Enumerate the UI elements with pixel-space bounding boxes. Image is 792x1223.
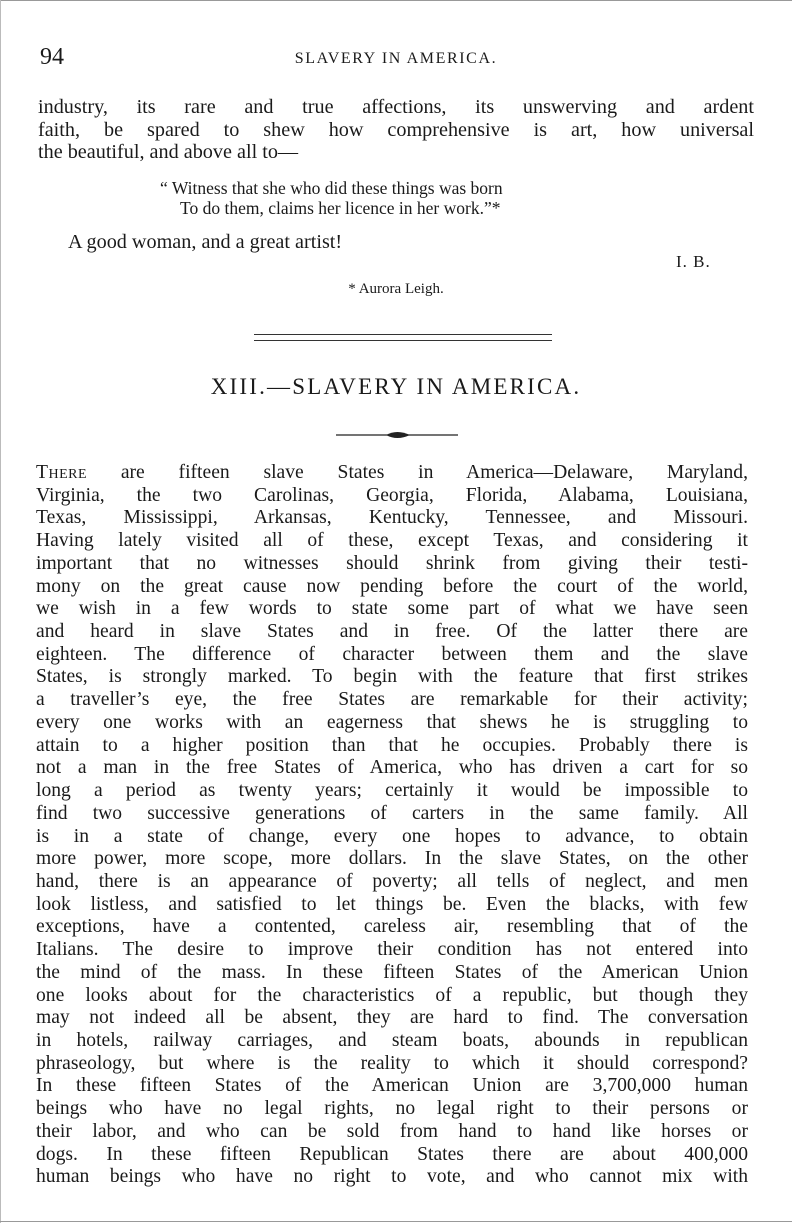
body-line: Virginia, the two Carolinas, Georgia, Florida, Alabama, Louisiana, — [36, 484, 748, 506]
body-line: eighteen. The difference of character between them and the slave — [36, 643, 748, 665]
body-paragraph — [36, 462, 748, 1189]
body-line: not a man in the free States of America, who has driven a cart for so — [36, 757, 748, 779]
body-line: attain to a higher position than that he occupies. Probably there is — [36, 734, 748, 756]
running-title: SLAVERY IN AMERICA. — [294, 50, 498, 67]
body-line: a traveller’s eye, the free States are remarkable for their activity; — [36, 689, 748, 711]
verse-quote — [160, 178, 640, 218]
body-line: we wish in a few words to state some part of what we have seen — [36, 598, 748, 620]
body-line: may not indeed all be absent, they are hard to find. The conversation — [36, 1007, 748, 1029]
quote-line-2: To do them, claims her licence in her work.”* — [180, 198, 501, 218]
body-line: States, is strongly marked. To begin with the feature that first strikes — [36, 666, 748, 688]
body-line: the mind of the mass. In these fifteen States of the American Union — [36, 961, 748, 983]
intro-line: industry, its rare and true affections, its unswerving and ardent — [38, 96, 754, 118]
ornament-dash-icon — [336, 429, 458, 441]
signature: I. B. — [676, 252, 711, 271]
body-line — [36, 462, 748, 485]
section-divider-rule — [254, 334, 552, 335]
footnote: * Aurora Leigh. — [348, 281, 444, 297]
body-line: Texas, Mississippi, Arkansas, Kentucky, Tennessee, and Missouri. — [36, 507, 748, 529]
page-top-border — [0, 0, 792, 1]
body-line: exceptions, have a contented, careless air, resembling that of the — [36, 916, 748, 938]
intro-line: faith, be spared to shew how comprehensive is art, how universal — [38, 118, 754, 141]
running-head — [40, 44, 752, 74]
body-line: important that no witnesses should shrink from giving their testi- — [36, 552, 748, 574]
body-line: find two successive generations of carters in the same family. All — [36, 802, 748, 824]
body-line: every one works with an eagerness that shews he is struggling to — [36, 711, 748, 733]
body-line: Having lately visited all of these, except Texas, and considering it — [36, 530, 748, 552]
body-line: beings who have no legal rights, no legal right to their persons or — [36, 1098, 748, 1120]
body-line: dogs. In these fifteen Republican States there are about 400,000 — [36, 1143, 748, 1165]
body-line: more power, more scope, more dollars. In the slave States, on the other — [36, 848, 748, 870]
page-number: 94 — [40, 44, 64, 70]
closing-line: A good woman, and a great artist! — [68, 231, 343, 253]
intro-line: the beautiful, and above all to— — [38, 141, 299, 164]
body-line: human beings who have no right to vote, and who cannot mix with — [36, 1166, 748, 1188]
page-left-border — [0, 0, 1, 1223]
body-line-text: are fifteen slave States in America—Delaware, Maryland, — [87, 462, 748, 483]
body-line: one looks about for the characteristics of a republic, but though they — [36, 984, 748, 1006]
body-line: in hotels, railway carriages, and steam boats, abounds in republican — [36, 1029, 748, 1051]
section-divider-rule — [254, 340, 552, 341]
body-line: Italians. The desire to improve their condition has not entered into — [36, 939, 748, 961]
body-line: their labor, and who can be sold from hand to hand like horses or — [36, 1120, 748, 1142]
section-title: XIII.—SLAVERY IN AMERICA. — [210, 374, 582, 399]
body-line: In these fifteen States of the American Union are 3,700,000 human — [36, 1075, 748, 1097]
body-line: and heard in slave States and in free. Of the latter there are — [36, 621, 748, 643]
body-line: look listless, and satisfied to let things be. Even the blacks, with few — [36, 893, 748, 915]
drop-word: There — [36, 462, 88, 483]
page-bottom-border — [0, 1221, 792, 1222]
body-line: mony on the great cause now pending before the court of the world, — [36, 575, 748, 597]
body-line: hand, there is an appearance of poverty; all tells of neglect, and men — [36, 870, 748, 892]
body-line: phraseology, but where is the reality to which it should correspond? — [36, 1052, 748, 1074]
body-line: long a period as twenty years; certainly it would be impossible to — [36, 780, 748, 802]
quote-line-1: “ Witness that she who did these things was born — [160, 178, 503, 198]
intro-paragraph — [38, 96, 754, 164]
body-line: is in a state of change, every one hopes to advance, to obtain — [36, 825, 748, 847]
